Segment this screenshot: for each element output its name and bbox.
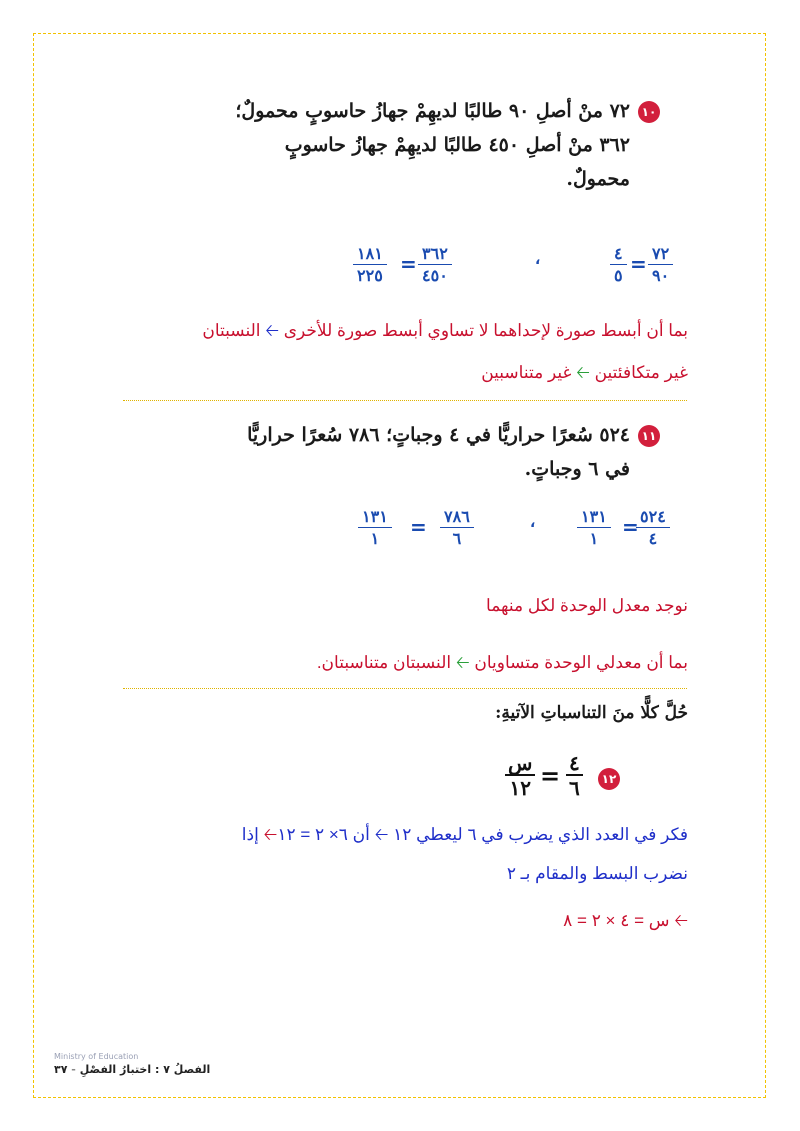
fraction-131-1: ١٣١ ١ bbox=[358, 507, 392, 550]
page-footer: الفصلُ ٧ : اختبارُ الفصْلِ - ٣٧ bbox=[54, 1063, 211, 1076]
fraction-786-6: ٧٨٦ ٦ bbox=[440, 507, 474, 550]
arrow-left-icon: 🡠 bbox=[674, 911, 688, 930]
problem-12-answer-line-1: فكر في العدد الذي يضرب في ٦ ليعطي ١٢ 🡠 أن ٦× ٢ = ١٢🡠 إذا bbox=[241, 825, 688, 844]
problem-11-answer-line-1: نوجد معدل الوحدة لكل منهما bbox=[486, 596, 688, 615]
equals-sign: = bbox=[410, 515, 427, 539]
problem-number-badge: ١١ bbox=[638, 425, 660, 447]
problem-10-line-2: ٣٦٢ منْ أصلِ ٤٥٠ طالبًا لديهِمْ جهازُ حاسوبٍ bbox=[284, 134, 630, 156]
equals-sign: = bbox=[540, 762, 561, 790]
problem-11-line-1: ١١٥٢٤ سُعرًا حراريًّا في ٤ وجباتٍ؛ ٧٨٦ سُعرًا حراريًّا bbox=[140, 418, 660, 452]
problem-11-text bbox=[140, 418, 660, 486]
fraction-72-90: ٧٢ ٩٠ bbox=[648, 244, 673, 287]
arrow-left-icon: 🡠 bbox=[455, 653, 470, 672]
chapter-title: الفصلُ ٧ : اختبارُ الفصْلِ bbox=[79, 1063, 211, 1076]
problem-number-badge: ١٠ bbox=[638, 101, 660, 123]
problem-10-answer-line-1: بما أن أبسط صورة لإحداهما لا تساوي أبسط صورة للأخرى 🡠 النسبتان bbox=[202, 321, 688, 340]
problem-11-line-2: في ٦ وجباتٍ. bbox=[524, 458, 630, 480]
problem-11-answer-line-2: بما أن معدلي الوحدة متساويان 🡠 النسبتان متناسبتان. bbox=[316, 653, 688, 672]
fraction-181-225: ١٨١ ٢٢٥ bbox=[353, 244, 387, 287]
fraction-4-5: ٤ ٥ bbox=[610, 244, 627, 287]
problem-number-badge: ١٢ bbox=[598, 768, 620, 790]
problem-10-answer-line-2: غير متكافئتين 🡠 غير متناسبين bbox=[481, 363, 688, 382]
problem-10-line-1: ١٠٧٢ منْ أصلِ ٩٠ طالبًا لديهِمْ جهازُ حاسوبٍ محمولٌ؛ bbox=[140, 94, 660, 128]
arrow-left-icon: 🡠 bbox=[263, 825, 278, 844]
divider bbox=[123, 400, 687, 401]
problem-12-answer-line-2: نضرب البسط والمقام بـ ٢ bbox=[506, 864, 688, 883]
problem-10-text bbox=[140, 94, 660, 196]
section-heading: حُلَّ كلًّا منَ التناسباتِ الآتيةِ: bbox=[495, 703, 688, 723]
page-number: ٣٧ bbox=[54, 1063, 68, 1076]
separator-comma: ، bbox=[535, 252, 541, 268]
divider bbox=[123, 688, 687, 689]
arrow-left-icon: 🡠 bbox=[374, 825, 389, 844]
problem-10-line-3: محمولٌ. bbox=[566, 168, 630, 190]
fraction-131-1: ١٣١ ١ bbox=[577, 507, 611, 550]
equals-sign: = bbox=[400, 252, 417, 276]
equals-sign: = bbox=[630, 252, 647, 276]
problem-12-answer-line-3: 🡠 س = ٤ × ٢ = ٨ bbox=[563, 911, 688, 930]
arrow-left-icon: 🡠 bbox=[265, 321, 279, 340]
separator-comma: ، bbox=[530, 515, 536, 531]
fraction-4-6: ٤ ٦ bbox=[566, 752, 583, 800]
equals-sign: = bbox=[622, 515, 639, 539]
fraction-x-12: س ١٢ bbox=[505, 752, 535, 800]
arrow-left-icon: 🡠 bbox=[576, 363, 590, 382]
fraction-362-450: ٣٦٢ ٤٥٠ bbox=[418, 244, 452, 287]
ministry-watermark: Ministry of Education bbox=[54, 1052, 139, 1061]
fraction-524-4: ٥٢٤ ٤ bbox=[636, 507, 670, 550]
